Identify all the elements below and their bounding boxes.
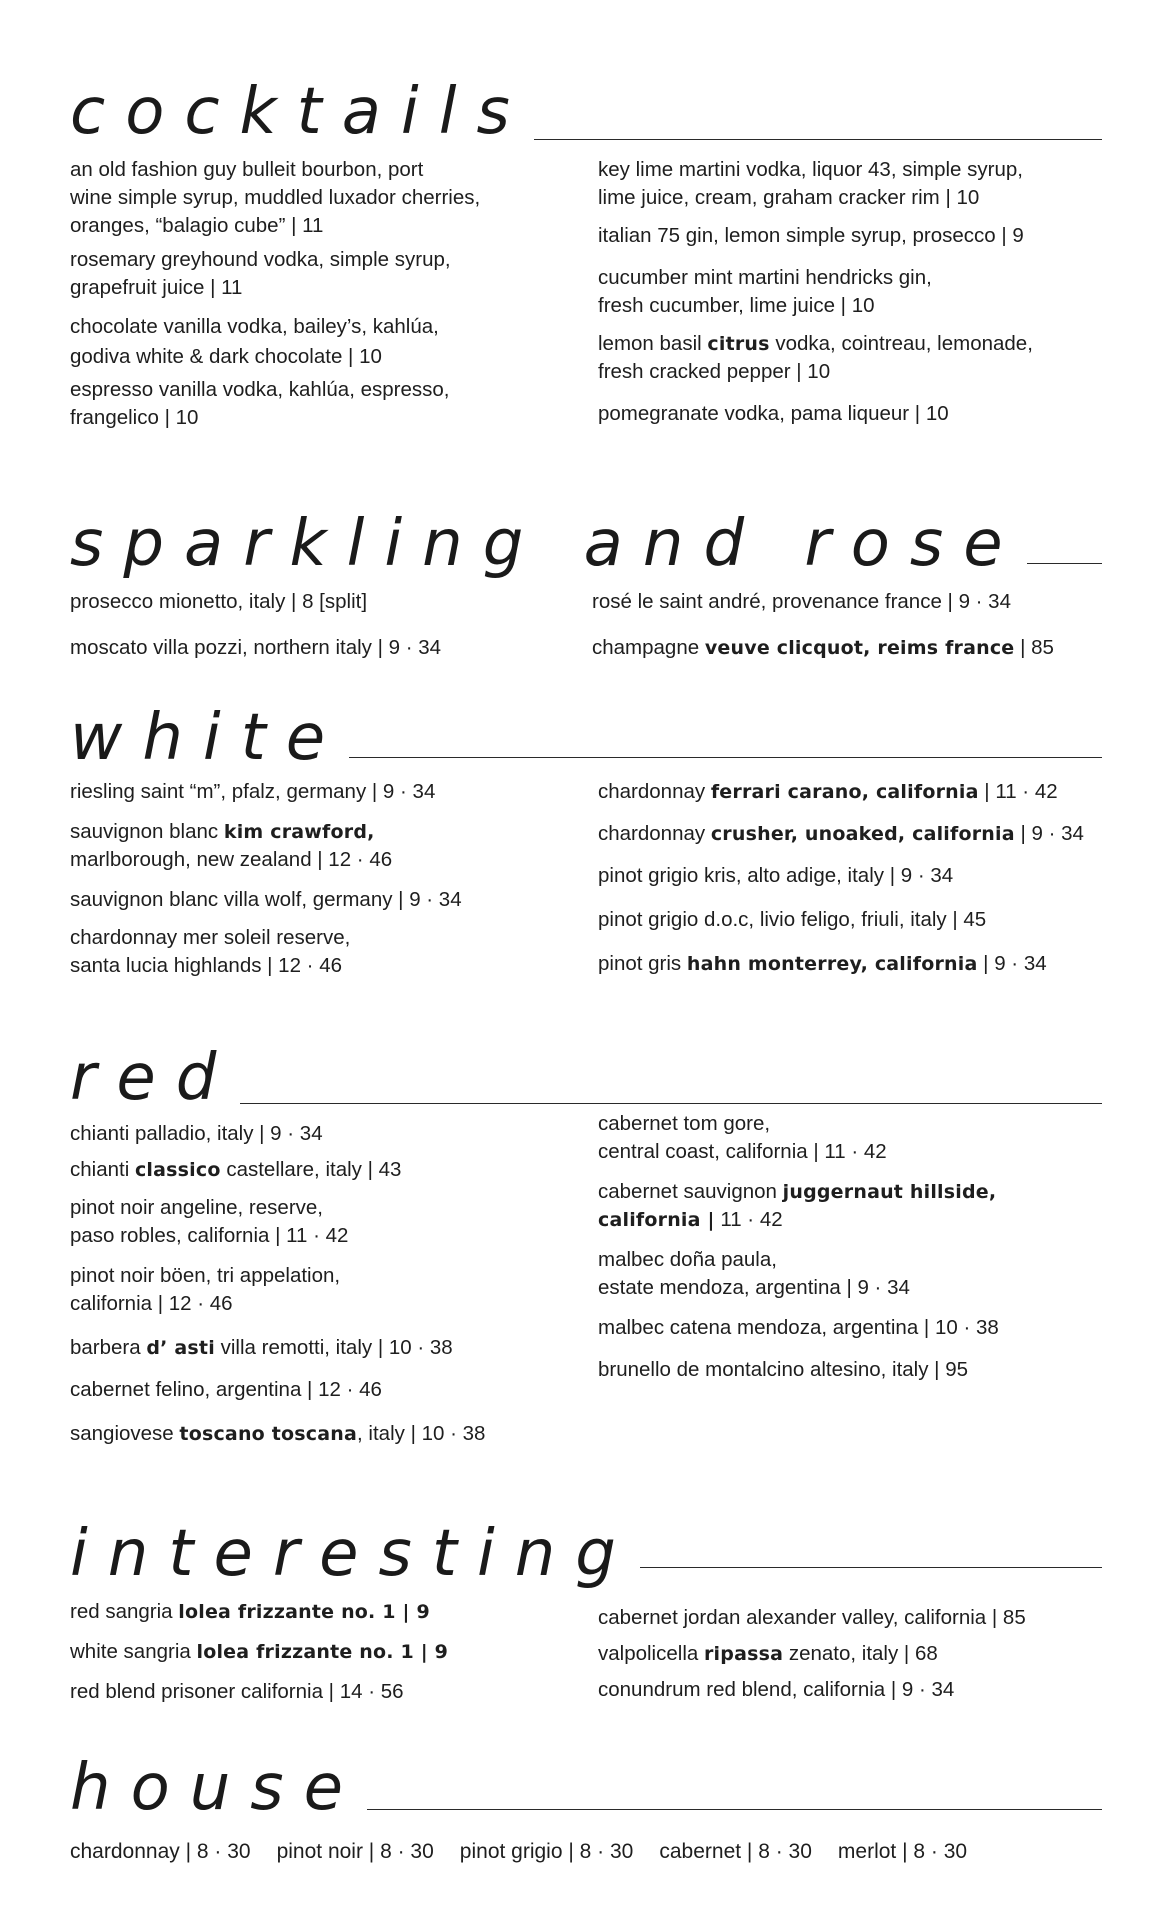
menu-item: sangiovese toscano toscana, italy | 10 · 38 bbox=[70, 1422, 486, 1445]
menu-item: cabernet felino, argentina | 12 · 46 bbox=[70, 1378, 382, 1401]
menu-item: malbec doña paula, estate mendoza, argentina | 9 · 34 bbox=[598, 1248, 910, 1299]
interesting-right-column bbox=[598, 1604, 1118, 1704]
cocktails-heading: cocktails bbox=[70, 80, 534, 144]
menu-item: brunello de montalcino altesino, italy | 95 bbox=[598, 1358, 968, 1381]
menu-item: champagne veuve clicquot, reims france | 85 bbox=[592, 636, 1054, 659]
house-item-chardonnay: chardonnay | 8 · 30 bbox=[70, 1840, 251, 1863]
menu-item: prosecco mionetto, italy | 8 [split] bbox=[70, 590, 368, 613]
house-rule bbox=[290, 1809, 1102, 1810]
menu-item: malbec catena mendoza, argentina | 10 · 38 bbox=[598, 1316, 999, 1339]
red-right-column bbox=[598, 1110, 1118, 1384]
menu-item: cucumber mint martini hendricks gin, fresh cucumber, lime juice | 10 bbox=[598, 266, 932, 317]
house-item-pinot-noir: pinot noir | 8 · 30 bbox=[276, 1840, 434, 1863]
menu-item: an old fashion guy bulleit bourbon, port wine simple syrup, muddled luxador cherries, oranges, “balagio cube” | 11 bbox=[70, 158, 481, 237]
house-heading: house bbox=[70, 1756, 367, 1820]
menu-item: sauvignon blanc villa wolf, germany | 9 · 34 bbox=[70, 888, 462, 911]
house-heading-row bbox=[0, 1746, 1166, 1826]
menu-item: pinot grigio kris, alto adige, italy | 9 · 34 bbox=[598, 864, 954, 887]
cocktails-section bbox=[0, 70, 1166, 429]
cocktails-heading-row bbox=[0, 70, 1166, 150]
sparkling-section bbox=[0, 502, 1166, 659]
interesting-heading: interesting bbox=[70, 1522, 640, 1586]
white-rule bbox=[285, 757, 1102, 758]
menu-item: cabernet jordan alexander valley, california | 85 bbox=[598, 1606, 1026, 1629]
interesting-left-column bbox=[70, 1598, 570, 1706]
white-heading: white bbox=[70, 706, 349, 770]
menu-item: chocolate vanilla vodka, bailey’s, kahlúa, godiva white & dark chocolate | 10 bbox=[70, 315, 439, 368]
red-heading-row bbox=[0, 1036, 1166, 1116]
menu-item: barbera d’ asti villa remotti, italy | 10 · 38 bbox=[70, 1336, 453, 1359]
menu-item: pinot noir böen, tri appelation, california | 12 · 46 bbox=[70, 1264, 341, 1315]
menu-item: pinot noir angeline, reserve, paso robles, california | 11 · 42 bbox=[70, 1196, 349, 1247]
menu-item: red blend prisoner california | 14 · 56 bbox=[70, 1680, 404, 1703]
menu-item: italian 75 gin, lemon simple syrup, prosecco | 9 bbox=[598, 224, 1024, 247]
interesting-heading-row bbox=[0, 1512, 1166, 1592]
menu-item: valpolicella ripassa zenato, italy | 68 bbox=[598, 1642, 938, 1665]
menu-item: lemon basil citrus vodka, cointreau, lemonade, fresh cracked pepper | 10 bbox=[598, 332, 1033, 383]
menu-item: chardonnay mer soleil reserve, santa lucia highlands | 12 · 46 bbox=[70, 926, 351, 977]
house-item-cabernet: cabernet | 8 · 30 bbox=[659, 1840, 812, 1863]
menu-item: cabernet sauvignon juggernaut hillside, california | 11 · 42 bbox=[598, 1180, 997, 1231]
red-heading: red bbox=[70, 1046, 240, 1110]
house-item-merlot: merlot | 8 · 30 bbox=[837, 1840, 968, 1863]
menu-item: chianti palladio, italy | 9 · 34 bbox=[70, 1122, 323, 1145]
menu-item: sauvignon blanc kim crawford, marlborough, new zealand | 12 · 46 bbox=[70, 820, 393, 871]
menu-item: pinot gris hahn monterrey, california | 9 · 34 bbox=[598, 952, 1047, 975]
sparkling-right-column bbox=[592, 588, 1112, 662]
menu-item: conundrum red blend, california | 9 · 34 bbox=[598, 1678, 955, 1701]
menu-item: white sangria lolea frizzante no. 1 | 9 bbox=[70, 1640, 449, 1663]
menu-item: chardonnay crusher, unoaked, california | 9 · 34 bbox=[598, 822, 1084, 845]
house-items-row bbox=[70, 1838, 1110, 1866]
menu-item: pomegranate vodka, pama liqueur | 10 bbox=[598, 402, 949, 425]
menu-item: chianti classico castellare, italy | 43 bbox=[70, 1158, 402, 1181]
red-left-column bbox=[70, 1120, 570, 1448]
interesting-section bbox=[0, 1512, 1166, 1703]
white-left-column bbox=[70, 778, 570, 980]
cocktails-right-column bbox=[598, 156, 1118, 428]
menu-item: riesling saint “m”, pfalz, germany | 9 · 34 bbox=[70, 780, 436, 803]
cocktails-left-column bbox=[70, 156, 570, 432]
menu-item: moscato villa pozzi, northern italy | 9 · 34 bbox=[70, 636, 442, 659]
house-section bbox=[0, 1746, 1166, 1863]
sparkling-left-column bbox=[70, 588, 570, 662]
red-rule bbox=[190, 1103, 1102, 1104]
menu-item: red sangria lolea frizzante no. 1 | 9 bbox=[70, 1600, 430, 1623]
menu-item: cabernet tom gore, central coast, california | 11 · 42 bbox=[598, 1112, 887, 1163]
menu-item: key lime martini vodka, liquor 43, simple syrup, lime juice, cream, graham cracker rim | 10 bbox=[598, 158, 1023, 209]
menu-item: pinot grigio d.o.c, livio feligo, friuli, italy | 45 bbox=[598, 908, 987, 931]
white-heading-row bbox=[0, 696, 1166, 776]
white-right-column bbox=[598, 778, 1118, 978]
white-section bbox=[0, 696, 1166, 977]
menu-item: rosé le saint andré, provenance france | 9 · 34 bbox=[592, 590, 1011, 613]
sparkling-heading-row bbox=[0, 502, 1166, 582]
menu-item: rosemary greyhound vodka, simple syrup, grapefruit juice | 11 bbox=[70, 248, 451, 299]
sparkling-heading: sparkling and rose bbox=[70, 512, 1027, 576]
menu-item: chardonnay ferrari carano, california | 11 · 42 bbox=[598, 780, 1058, 803]
menu-item: espresso vanilla vodka, kahlúa, espresso, frangelico | 10 bbox=[70, 378, 450, 429]
house-item-pinot-grigio: pinot grigio | 8 · 30 bbox=[459, 1840, 634, 1863]
red-section bbox=[0, 1036, 1166, 1445]
